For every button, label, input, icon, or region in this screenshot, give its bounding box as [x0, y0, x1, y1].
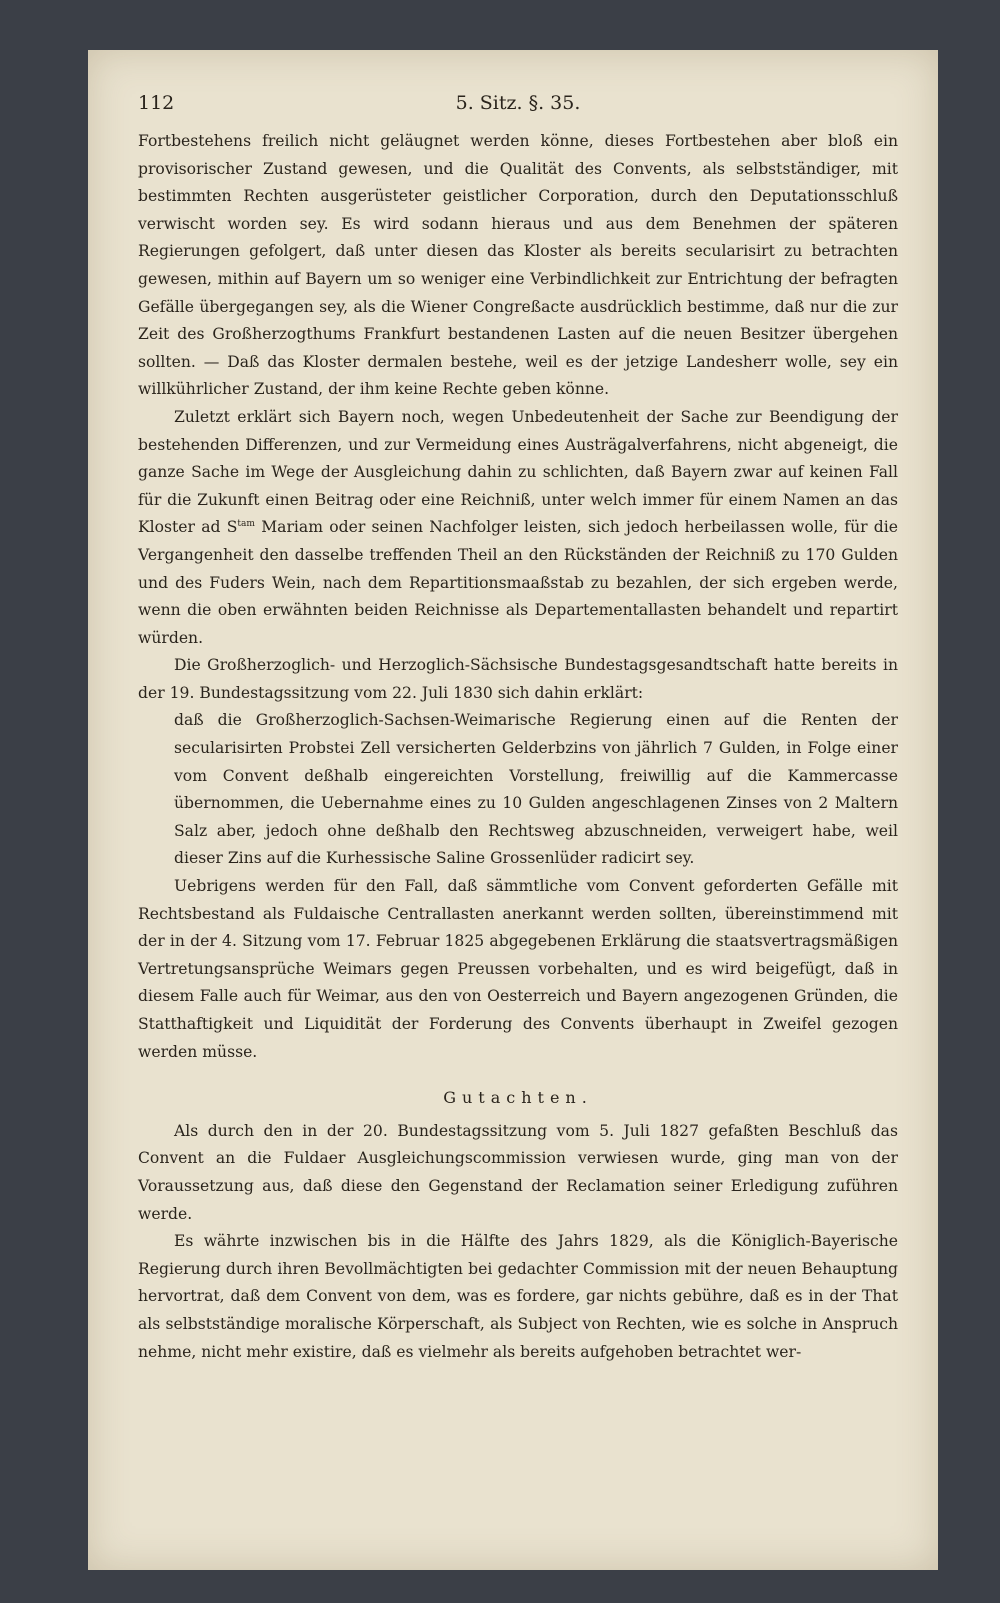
paragraph-6: Es währte inzwischen bis in die Hälfte des Jahrs 1829, als die Königlich-Bayerische Regierung durch ihren Bevollmächtigten bei gedachter Commission mit der neuen Behauptung hervortrat, daß dem Convent von dem, was es fordere, gar nichts gebühre, daß es in der That als selbstständige moralische Körperschaft, als Subject von Rechten, wie es solche in Anspruch nehme, nicht mehr existire, daß es vielmehr als bereits aufgehoben betrachtet wer- — [138, 1232, 898, 1361]
paragraph-2 — [138, 404, 898, 652]
superscript: tam — [237, 519, 255, 530]
section-heading: Gutachten. — [443, 1088, 593, 1108]
page-header — [138, 92, 898, 122]
paragraph-4: Uebrigens werden für den Fall, daß sämmtliche vom Convent geforderten Gefälle mit Rechtsbestand als Fuldaische Centrallasten anerkannt werden sollten, übereinstimmend mit der in der 4. Sitzung vom 17. Februar 1825 abgegebenen Erklärung die staatsvertragsmäßigen Vertretungsansprüche Weimars gegen Preussen vorbehalten, und es wird beigefügt, daß in diesem Falle auch für Weimar, aus den von Oesterreich und Bayern angezogenen Gründen, die Statthaftigkeit und Liquidität der Forderung des Convents überhaupt in Zweifel gezogen werden müsse. — [138, 877, 898, 1061]
running-head: 5. Sitz. §. 35. — [455, 92, 581, 114]
page-body — [138, 128, 898, 1366]
paragraph-3: Die Großherzoglich- und Herzoglich-Sächsische Bundestagsgesandtschaft hatte bereits in der 19. Bundestagssitzung vom 22. Juli 1830 sich dahin erklärt: — [138, 656, 898, 702]
page-number: 112 — [138, 92, 175, 114]
paragraph-5: Als durch den in der 20. Bundestagssitzung vom 5. Juli 1827 gefaßten Beschluß das Convent an die Fuldaer Ausgleichungscommission verwiesen wurde, ging man von der Voraussetzung aus, daß diese den Gegenstand der Reclamation seiner Erledigung zuführen werde. — [138, 1121, 898, 1223]
paragraph-2-text-a: Zuletzt erklärt sich Bayern noch, wegen Unbedeutenheit der Sache zur Beendigung der bestehenden Differenzen, und zur Vermeidung eines Austrägalverfahrens, nicht abgeneigt, die ganze Sache im Wege der Ausgleichung dahin zu schlichten, daß Bayern zwar auf keinen Fall für die Zukunft einen Beitrag oder eine Reichniß, unter welch immer für einem Namen an das Kloster ad S — [138, 407, 898, 537]
paragraph-quote: daß die Großherzoglich-Sachsen-Weimarische Regierung einen auf die Renten der secularisirten Probstei Zell versicherten Gelderbzins von jährlich 7 Gulden, in Folge einer vom Convent deßhalb eingereichten Vorstellung, freiwillig auf die Kammercasse übernommen, die Uebernahme eines zu 10 Gulden angeschlagenen Zinses von 2 Maltern Salz aber, jedoch ohne deßhalb den Rechtsweg abzuschneiden, verweigert habe, weil dieser Zins auf die Kurhessische Saline Grossenlüder radicirt sey. — [174, 711, 898, 868]
document-page — [88, 50, 938, 1570]
paragraph-2-text-b: Mariam oder seinen Nachfolger leisten, sich jedoch herbeilassen wolle, für die Vergangenheit den dasselbe treffenden Theil an den Rückständen der Reichniß zu 170 Gulden und des Fuders Wein, nach dem Repartitionsmaaßstab zu bezahlen, der sich ergeben werde, wenn die oben erwähnten beiden Reichnisse als Departementallasten behandelt und repartirt würden. — [138, 518, 898, 647]
paragraph-1: Fortbestehens freilich nicht geläugnet werden könne, dieses Fortbestehen aber bloß ein provisorischer Zustand gewesen, und die Qualität des Convents, als selbstständiger, mit bestimmten Rechten ausgerüsteter geistlicher Corporation, durch den Deputationsschluß verwischt worden sey. Es wird sodann hieraus und aus dem Benehmen der späteren Regierungen gefolgert, daß unter diesen das Kloster als bereits secularisirt zu betrachten gewesen, mithin auf Bayern um so weniger eine Verbindlichkeit zur Entrichtung der befragten Gefälle übergegangen sey, als die Wiener Congreßacte ausdrücklich bestimme, daß nur die zur Zeit des Großherzogthums Frankfurt bestandenen Lasten auf die neuen Besitzer übergehen sollten. — Daß das Kloster dermalen bestehe, weil es der jetzige Landesherr wolle, sey ein willkührlicher Zustand, der ihm keine Rechte geben könne. — [138, 132, 898, 399]
